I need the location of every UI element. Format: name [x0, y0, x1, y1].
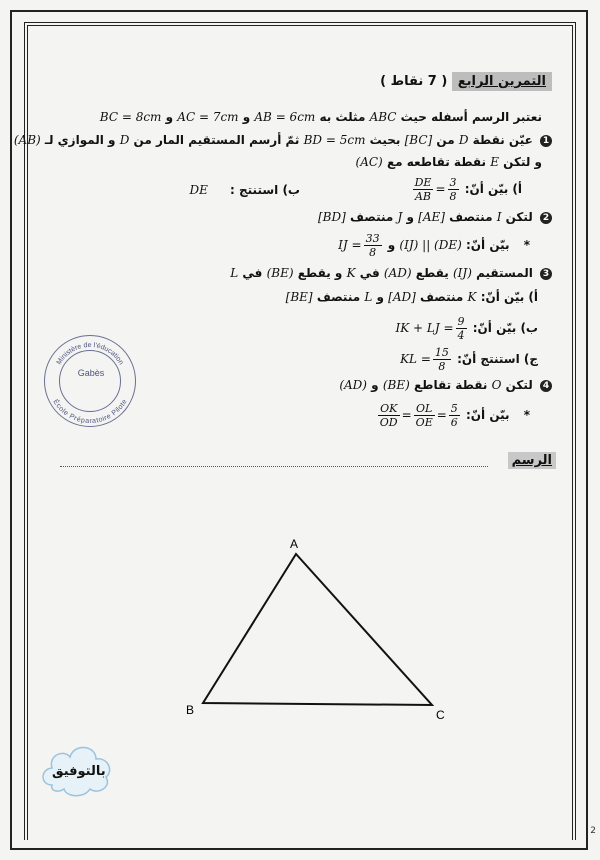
- q4-star: *: [523, 408, 530, 422]
- q4-f2-num: OL: [414, 402, 435, 416]
- q1-such: بحيث: [369, 133, 401, 147]
- q2-seg-bd: [BD]: [317, 210, 346, 224]
- q2-mid-2: منتصف: [349, 210, 394, 224]
- q1-point-d: D: [458, 133, 469, 147]
- q2-star: *: [523, 238, 530, 252]
- stamp-bottom-text: École Préparatoire Pilote: [51, 398, 129, 426]
- q4-inter: نقطة تقاطع: [413, 378, 488, 392]
- q4-point-o: O: [491, 378, 502, 392]
- q3-text-a: المستقيم: [476, 266, 533, 280]
- exercise-points: ( 7 نقاط ): [380, 74, 448, 89]
- intro-word: مثلث به: [319, 110, 366, 124]
- q3-and-cuts: و يقطع: [297, 266, 343, 280]
- q3-point-l: L: [230, 266, 239, 280]
- q1-bd: BD = 5cm: [303, 133, 366, 147]
- q1-line-ab: (AB): [13, 133, 41, 147]
- q3-a-ad: [AD]: [388, 290, 416, 304]
- q1-let: و لتكن: [503, 155, 542, 169]
- q3-b-num: 9: [457, 315, 465, 328]
- vertex-a-label: A: [290, 537, 299, 551]
- q1-value-den: 8: [449, 190, 457, 203]
- q4-f1-den: OD: [379, 416, 398, 429]
- q4-f1-num: OK: [378, 402, 400, 416]
- q1-b-label: ب) استنتج :: [230, 183, 300, 197]
- intro-text: نعتبر الرسم أسفله حيث: [400, 110, 542, 124]
- q2-point-i: I: [496, 210, 502, 224]
- intro-and-1: و: [242, 110, 251, 124]
- drawing-label: الرسم: [508, 452, 556, 469]
- q3-a-label: أ) بيّن أنّ:: [480, 290, 538, 304]
- stamp-city: Gabès: [77, 368, 105, 378]
- q4-f2-den: OE: [415, 416, 433, 429]
- q2-seg-ae: [AE]: [418, 210, 445, 224]
- q2-point-j: J: [397, 210, 403, 224]
- intro-ab: AB = 6cm: [254, 110, 316, 124]
- q3-c-den: 8: [438, 360, 446, 373]
- q1-inter: نقطة تقاطعه مع: [386, 155, 487, 169]
- intro-ac: AC = 7cm: [177, 110, 239, 124]
- q2-ij: IJ =: [338, 238, 362, 252]
- q1-b-val: DE: [189, 183, 208, 197]
- vertex-b-label: B: [186, 703, 195, 717]
- q2-and-2: و: [387, 238, 396, 252]
- q3-b-den: 4: [457, 329, 465, 342]
- q3-line-ij: (IJ): [452, 266, 472, 280]
- q1-then: ثمّ أرسم المستقيم المار من: [133, 133, 300, 147]
- q4-eq-2: =: [436, 408, 447, 422]
- q4-eq-1: =: [401, 408, 412, 422]
- intro-and-2: و: [165, 110, 174, 124]
- q4-line-ad: (AD): [339, 378, 367, 392]
- q4-line-be: (BE): [382, 378, 410, 392]
- q3-in: في: [359, 266, 380, 280]
- q4-f3-den: 6: [450, 416, 458, 429]
- q4-show: بيّن أنّ:: [465, 408, 510, 422]
- q1-from: من: [436, 133, 455, 147]
- q2-show: بيّن أنّ:: [465, 238, 510, 252]
- q3-point-k: K: [346, 266, 356, 280]
- q1-text-a: عيّن نقطة: [472, 133, 533, 147]
- q4-let: لتكن: [505, 378, 533, 392]
- q1-ratio-num: DE: [414, 176, 432, 189]
- triangle-abc: [203, 554, 432, 705]
- q1-point-d2: D: [119, 133, 130, 147]
- q1-parallel: و الموازي لـ: [44, 133, 116, 147]
- exercise-title-main: التمرين الرابع: [452, 72, 552, 91]
- q3-b-expr: IK + LJ =: [395, 321, 454, 335]
- q3-a-be: [BE]: [285, 290, 313, 304]
- q3-c-num: 15: [434, 346, 449, 359]
- q3-line-be: (BE): [266, 266, 294, 280]
- q1-number: 1: [540, 135, 552, 147]
- q3-c-expr: KL =: [400, 352, 431, 366]
- q3-in-2: في: [242, 266, 263, 280]
- q1-a-label: أ) بيّن أنّ:: [464, 182, 522, 196]
- q2-and: و: [406, 210, 414, 224]
- stamp-top-text: Ministère de l'éducation: [55, 341, 125, 367]
- q1-point-e: E: [490, 155, 499, 169]
- q3-line-ad: (AD): [383, 266, 412, 280]
- good-luck-text: بالتوفيق: [52, 764, 106, 779]
- q3-a-and: و: [376, 290, 384, 304]
- q2-number: 2: [540, 212, 552, 224]
- q1-line-ac: (AC): [355, 155, 383, 169]
- q1-eq: =: [435, 182, 446, 196]
- q2-ij-den: 8: [369, 246, 377, 259]
- q3-c-label: ج) استنتج أنّ:: [457, 352, 538, 366]
- q2-ij-num: 33: [365, 232, 380, 245]
- q2-let: لتكن: [505, 210, 533, 224]
- q4-and: و: [371, 378, 379, 392]
- q3-b-label: ب) بيّن أنّ:: [472, 321, 538, 335]
- q3-cuts: يقطع: [415, 266, 449, 280]
- q3-a-mid: منتصف: [420, 290, 464, 304]
- q2-parallel: (IJ) || (DE): [399, 238, 462, 252]
- q4-f3-num: 5: [450, 402, 458, 415]
- q4-number: 4: [540, 380, 552, 392]
- q3-a-k: K: [467, 290, 477, 304]
- intro-bc: BC = 8cm: [99, 110, 162, 124]
- page-number: 2: [590, 826, 596, 836]
- q3-a-l: L: [364, 290, 373, 304]
- q3-number: 3: [540, 268, 552, 280]
- q1-value-num: 3: [449, 176, 457, 189]
- intro-triangle: ABC: [369, 110, 397, 124]
- q2-mid-1: منتصف: [449, 210, 493, 224]
- q1-seg-bc: [BC]: [404, 133, 433, 147]
- q3-a-mid-2: منتصف: [316, 290, 361, 304]
- vertex-c-label: C: [436, 708, 445, 722]
- q1-ratio-den: AB: [414, 190, 432, 203]
